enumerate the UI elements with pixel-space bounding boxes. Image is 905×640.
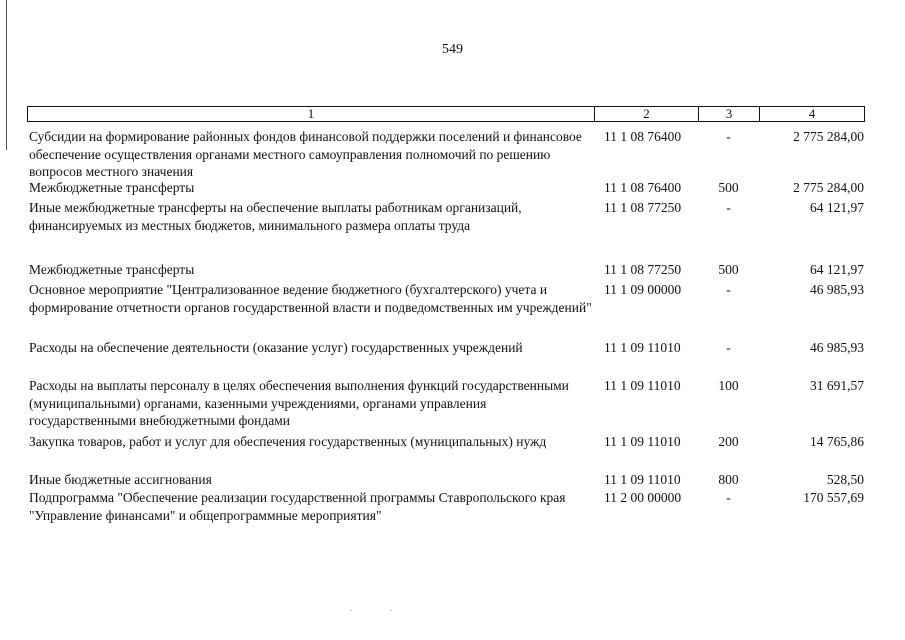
row-name: Подпрограмма "Обеспечение реализации государственной программы Ставропольского края "Управление финансами" и общепрограммные мероприятия" [29,490,566,523]
row-name: Межбюджетные трансферты [29,262,195,277]
footer-scan-mark: . . [350,604,410,613]
row-name: Межбюджетные трансферты [29,180,195,195]
row-code: 11 1 09 11010 [604,340,681,355]
table-row [27,377,865,433]
row-type: - [726,340,731,355]
table-row [27,261,865,281]
row-type: - [726,200,731,215]
table-header-row [27,106,865,122]
row-name: Расходы на выплаты персоналу в целях обеспечения выполнения функций государственными (муниципальными) органами, казенными учреждениями, органами управления государственными внебюджетными фондами [29,378,569,428]
row-amount: 46 985,93 [810,340,864,355]
row-name: Субсидии на формирование районных фондов финансовой поддержки поселений и финансовое обеспечение осуществления органами местного самоуправления полномочий по решению вопросов местного значения [29,129,582,179]
row-type: - [726,490,731,505]
row-name: Закупка товаров, работ и услуг для обеспечения государственных (муниципальных) нужд [29,434,547,449]
table-row [27,281,865,339]
row-code: 11 2 00 00000 [604,490,682,505]
row-amount: 170 557,69 [803,490,864,505]
row-amount: 31 691,57 [810,378,864,393]
table-row [27,489,865,527]
row-amount: 528,50 [826,472,864,487]
row-amount: 64 121,97 [810,200,864,215]
row-code: 11 1 09 11010 [604,434,681,449]
left-margin-rule [6,0,7,150]
row-amount: 46 985,93 [810,282,864,297]
row-type: 500 [718,262,739,277]
table-row [27,339,865,377]
row-amount: 64 121,97 [810,262,864,277]
row-type: 200 [718,434,739,449]
row-amount: 14 765,86 [810,434,864,449]
budget-table [27,106,865,527]
row-type: - [726,129,731,144]
row-code: 11 1 09 00000 [604,282,682,297]
row-type: 100 [718,378,739,393]
row-type: - [726,282,731,297]
header-column-3: 3 [699,107,760,121]
row-code: 11 1 08 76400 [604,129,682,144]
header-column-4: 4 [808,106,816,121]
row-type: 800 [718,472,739,487]
row-code: 11 1 08 77250 [604,262,682,277]
row-name: Основное мероприятие "Централизованное ведение бюджетного (бухгалтерского) учета и формирование отчетности органов государственной власти и подведомственных им учреждений" [29,282,592,315]
row-code: 11 1 09 11010 [604,378,681,393]
row-name: Расходы на обеспечение деятельности (оказание услуг) государственных учреждений [29,340,523,355]
row-name: Иные межбюджетные трансферты на обеспечение выплаты работникам организаций, финансируемых из местных бюджетов, минимального размера оплаты труда [29,200,522,233]
table-row [27,433,865,471]
table-row [27,179,865,199]
page-number: 549 [442,42,463,57]
header-column-2: 2 [595,107,699,121]
header-column-1: 1 [28,107,595,121]
row-code: 11 1 08 77250 [604,200,682,215]
row-code: 11 1 09 11010 [604,472,681,487]
table-row [27,199,865,261]
row-type: 500 [718,180,739,195]
row-code: 11 1 08 76400 [604,180,682,195]
table-row [27,471,865,489]
row-amount: 2 775 284,00 [793,180,864,195]
row-name: Иные бюджетные ассигнования [29,472,212,487]
row-amount: 2 775 284,00 [793,129,864,144]
table-row [27,128,865,179]
